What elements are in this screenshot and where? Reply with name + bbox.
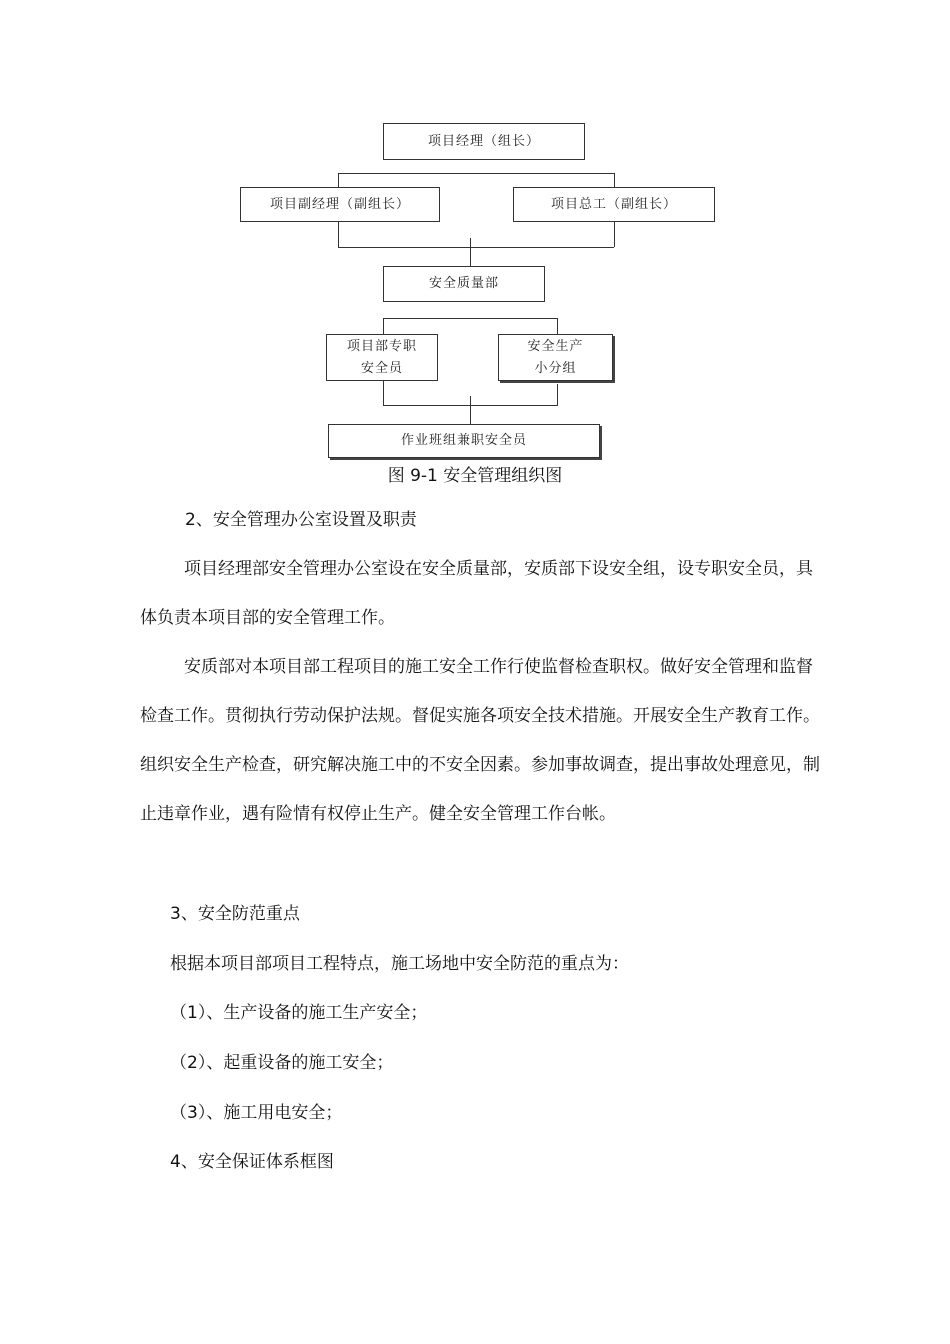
- box-fulltime-safety-officer: [326, 334, 438, 381]
- box-line: 项目部专职: [346, 338, 417, 354]
- box-project-manager: 项目经理（组长）: [383, 123, 585, 160]
- connector: [470, 396, 471, 424]
- section3-intro: 根据本项目部项目工程特点，施工场地中安全防范的重点为：: [170, 954, 629, 974]
- section3-heading: 3、安全防范重点: [170, 904, 300, 924]
- connector: [338, 173, 614, 174]
- list-item-2: （2）、起重设备的施工安全；: [170, 1053, 394, 1073]
- section2-paragraph-1: 项目经理部安全管理办公室设在安全质量部，安质部下设安全组，设专职安全员，具体负责本项目部的安全管理工作。: [140, 559, 813, 628]
- connector: [614, 222, 615, 247]
- box-line: 小分组: [534, 360, 577, 376]
- connector: [383, 318, 384, 334]
- box-safety-quality-dept: 安全质量部: [383, 266, 545, 302]
- connector: [557, 384, 558, 405]
- figure-caption: 图 9-1 安全管理组织图: [387, 466, 563, 486]
- section4-heading: 4、安全保证体系框图: [170, 1152, 334, 1172]
- connector: [614, 173, 615, 187]
- box-team-safety-officer: 作业班组兼职安全员: [328, 424, 600, 458]
- box-deputy-manager: 项目副经理（副组长）: [240, 187, 440, 222]
- section2-heading: 2、安全管理办公室设置及职责: [185, 510, 417, 530]
- box-line: 安全员: [360, 360, 403, 376]
- section2-paragraph-2: 安质部对本项目部工程项目的施工安全工作行使监督检查职权。做好安全管理和监督检查工作。贯彻执行劳动保护法规。督促实施各项安全技术措施。开展安全生产教育工作。组织安全生产检查，研究解决施工中的不安全因素。参加事故调查，提出事故处理意见，制止违章作业，遇有险情有权停止生产。健全安全管理工作台帐。: [140, 657, 820, 824]
- connector: [383, 381, 384, 405]
- connector: [383, 318, 557, 319]
- connector: [470, 238, 471, 266]
- box-chief-engineer: 项目总工（副组长）: [513, 187, 715, 222]
- connector: [338, 222, 339, 247]
- connector: [557, 318, 558, 334]
- list-item-1: （1）、生产设备的施工生产安全；: [170, 1003, 428, 1023]
- list-item-3: （3）、施工用电安全；: [170, 1103, 343, 1123]
- connector: [338, 247, 614, 248]
- connector: [338, 173, 339, 187]
- box-line: 安全生产: [527, 338, 584, 354]
- box-safety-production-group: [498, 334, 613, 381]
